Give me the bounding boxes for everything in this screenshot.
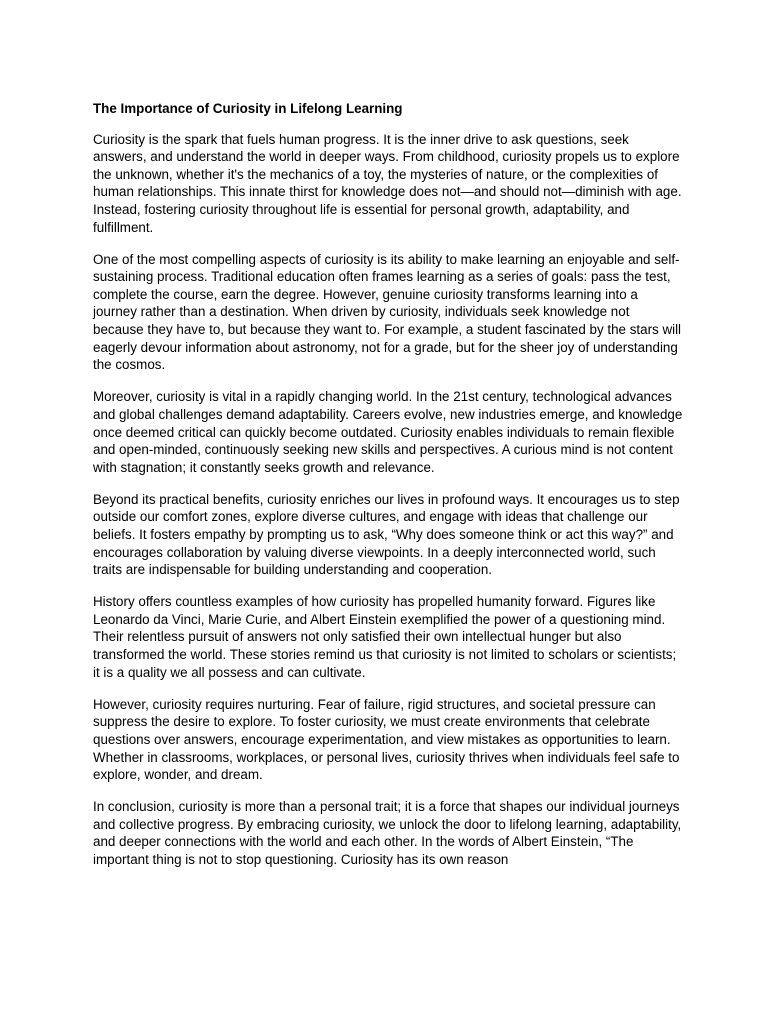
paragraph-3: Moreover, curiosity is vital in a rapidly changing world. In the 21st century, technological advances and global challenges demand adaptability. Careers evolve, new industries emerge, and knowledge once deemed critical can quickly become outdated. Curiosity enables individuals to remain flexible and open-minded, continuously seeking new skills and perspectives. A curious mind is not content with stagnation; it constantly seeks growth and relevance. [93,389,683,475]
paragraph-2: One of the most compelling aspects of curiosity is its ability to make learning an enjoyable and self-sustaining process. Traditional education often frames learning as a series of goals: pass the test, complete the course, earn the degree. However, genuine curiosity transforms learning into a journey rather than a destination. When driven by curiosity, individuals seek knowledge not because they have to, but because they want to. For example, a student fascinated by the stars will eagerly devour information about astronomy, not for a grade, but for the sheer joy of understanding the cosmos. [93,251,682,373]
paragraph-4: Beyond its practical benefits, curiosity enriches our lives in profound ways. It encourages us to step outside our comfort zones, explore diverse cultures, and engage with ideas that challenge our beliefs. It fosters empathy by prompting us to ask, “Why does someone think or act this way?” and encourages collaboration by valuing diverse viewpoints. In a deeply interconnected world, such traits are indispensable for building understanding and cooperation. [93,491,680,578]
paragraph-6: However, curiosity requires nurturing. Fear of failure, rigid structures, and societal pressure can suppress the desire to explore. To foster curiosity, we must create environments that celebrate questions over answers, encourage experimentation, and view mistakes as opportunities to learn. Whether in classrooms, workplaces, or personal lives, curiosity thrives when individuals feel safe to explore, wonder, and dream. [93,696,680,783]
document-page [93,100,683,883]
paragraph-7: In conclusion, curiosity is more than a personal trait; it is a force that shapes our individual journeys and collective progress. By embracing curiosity, we unlock the door to lifelong learning, adaptability, and deeper connections with the world and each other. In the words of Albert Einstein, “The important thing is not to stop questioning. Curiosity has its own reason [93,799,682,867]
document-title: The Importance of Curiosity in Lifelong Learning [93,101,403,116]
paragraph-5: History offers countless examples of how curiosity has propelled humanity forward. Figures like Leonardo da Vinci, Marie Curie, and Albert Einstein exemplified the power of a questioning mind. Their relentless pursuit of answers not only satisfied their own intellectual hunger but also transformed the world. These stories remind us that curiosity is not limited to scholars or scientists; it is a quality we all possess and can cultivate. [93,594,677,680]
paragraph-1: Curiosity is the spark that fuels human progress. It is the inner drive to ask questions, seek answers, and understand the world in deeper ways. From childhood, curiosity propels us to explore the unknown, whether it's the mechanics of a toy, the mysteries of nature, or the complexities of human relationships. This innate thirst for knowledge does not—and should not—diminish with age. Instead, fostering curiosity throughout life is essential for personal growth, adaptability, and fulfillment. [93,131,682,235]
